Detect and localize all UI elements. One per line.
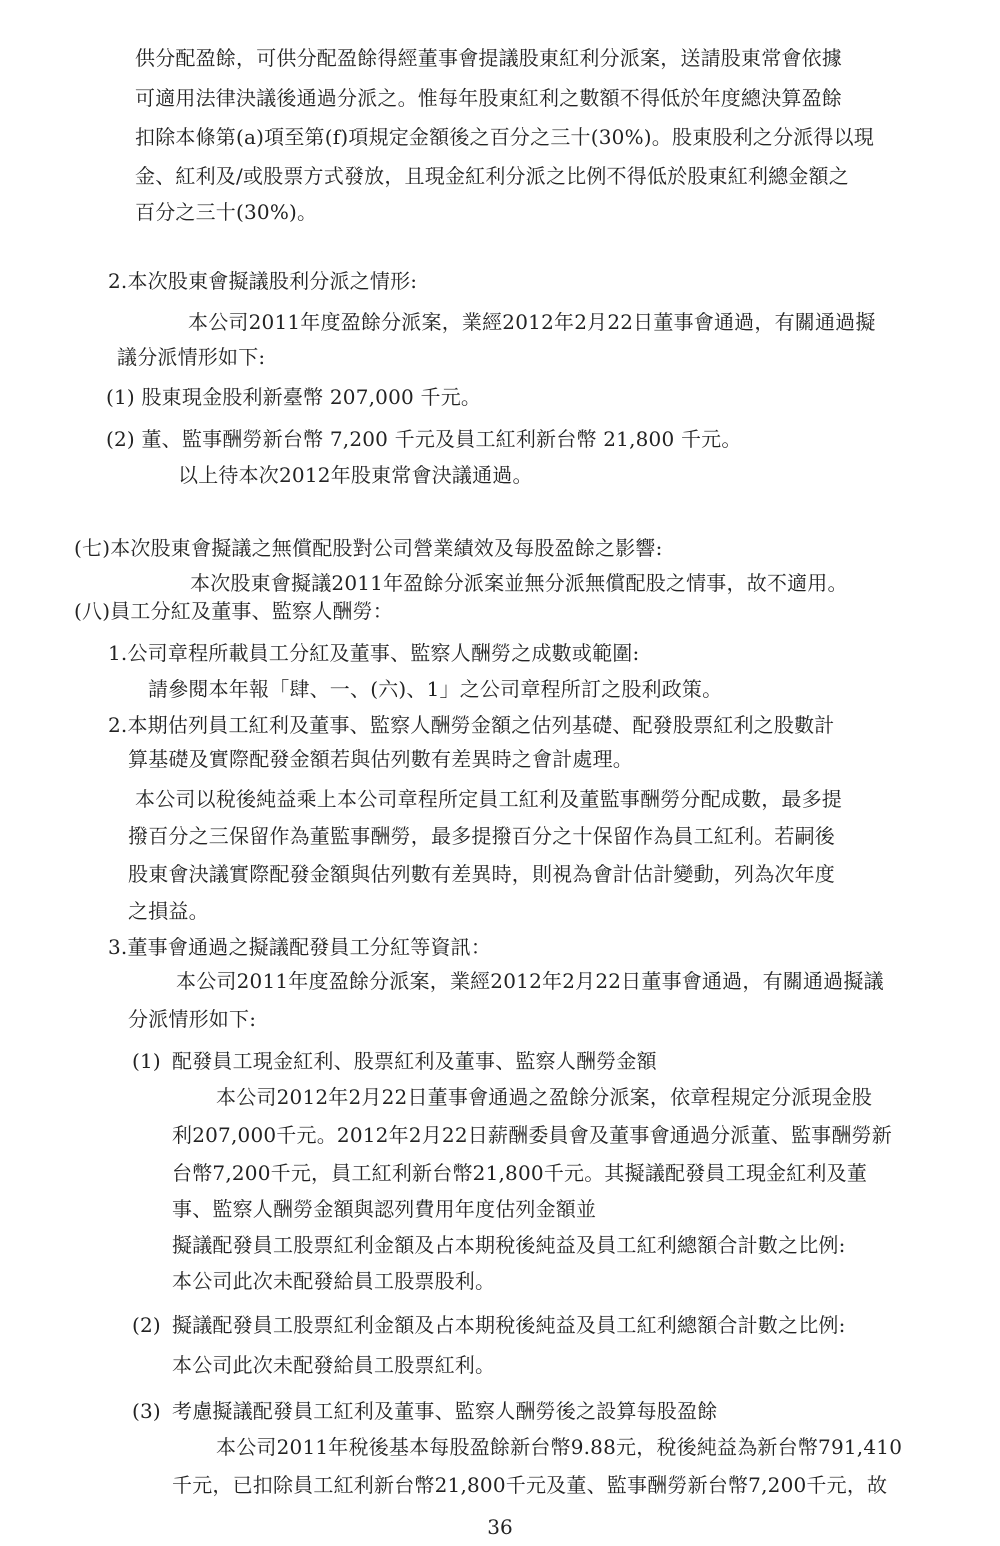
note-text: 以上待本次2012年股東常會決議通過。 (178, 463, 533, 487)
body-text-line: 股東會決議實際配發金額與估列數有差異時，則視為會計估計變動，列為次年度 (128, 862, 835, 886)
body-text-line: 千元，已扣除員工紅利新台幣21,800千元及董、監事酬勞新台幣7,200千元，故 (172, 1473, 888, 1497)
list-number: (3) (132, 1399, 161, 1423)
body-text-line: 供分配盈餘，可供分配盈餘得經董事會提議股東紅利分派案，送請股東常會依據 (135, 46, 842, 70)
item-heading: 1.公司章程所載員工分紅及董事、監察人酬勞之成數或範圍: (108, 641, 640, 665)
body-text-line: 本公司2011年稅後基本每股盈餘新台幣9.88元，稅後純益為新台幣791,410 (216, 1435, 903, 1459)
body-text-line: 本次股東會擬議2011年盈餘分派案並無分派無償配股之情事，故不適用。 (190, 571, 848, 595)
body-text-line: 擬議配發員工股票紅利金額及占本期稅後純益及員工紅利總額合計數之比例: (172, 1233, 846, 1257)
body-text-line: 本公司此次未配發給員工股票紅利。 (172, 1353, 496, 1377)
list-item: (2) 董、監事酬勞新台幣 7,200 千元及員工紅利新台幣 21,800 千元。 (106, 427, 742, 451)
body-text-line: 本公司2011年度盈餘分派案，業經2012年2月22日董事會通過，有關通過擬議 (176, 969, 884, 993)
body-text-line: 撥百分之三保留作為董監事酬勞，最多提撥百分之十保留作為員工紅利。若嗣後 (128, 824, 835, 848)
body-text-line: 百分之三十(30%)。 (135, 200, 318, 224)
body-text-line: 金、紅利及/或股票方式發放，且現金紅利分派之比例不得低於股東紅利總金額之 (135, 164, 849, 188)
item-heading: 2.本次股東會擬議股利分派之情形: (108, 269, 418, 293)
body-text-line: 請參閱本年報「肆、一、(六)、1」之公司章程所訂之股利政策。 (148, 677, 723, 701)
section-heading: (七)本次股東會擬議之無償配股對公司營業績效及每股盈餘之影響: (74, 536, 663, 560)
list-number: (2) (132, 1313, 161, 1337)
item-heading: 2.本期估列員工紅利及董事、監察人酬勞金額之估列基礎、配發股票紅利之股數計 (108, 713, 835, 737)
body-text-line: 事、監察人酬勞金額與認列費用年度估列金額並 (172, 1197, 597, 1221)
body-text-line: 分派情形如下: (128, 1007, 257, 1031)
body-text-line: 議分派情形如下: (117, 345, 266, 369)
section-heading: (八)員工分紅及董事、監察人酬勞： (74, 599, 394, 623)
body-text-line: 可適用法律決議後通過分派之。惟每年股東紅利之數額不得低於年度總決算盈餘 (135, 86, 842, 110)
body-text-line: 本公司此次未配發給員工股票股利。 (172, 1269, 496, 1293)
body-text-line: 本公司以稅後純益乘上本公司章程所定員工紅利及董監事酬勞分配成數，最多提 (135, 787, 842, 811)
list-item-title: 考慮擬議配發員工紅利及董事、監察人酬勞後之設算每股盈餘 (172, 1399, 718, 1423)
body-text-line: 之損益。 (128, 899, 209, 923)
body-text-line: 台幣7,200千元，員工紅利新台幣21,800千元。其擬議配發員工現金紅利及董 (172, 1161, 868, 1185)
item-heading: 3.董事會通過之擬議配發員工分紅等資訊： (108, 935, 492, 959)
list-item-title: 配發員工現金紅利、股票紅利及董事、監察人酬勞金額 (172, 1049, 657, 1073)
body-text-line: 扣除本條第(a)項至第(f)項規定金額後之百分之三十(30%)。股東股利之分派得以現 (135, 125, 874, 149)
item-heading: 算基礎及實際配發金額若與估列數有差異時之會計處理。 (128, 747, 633, 771)
body-text-line: 利207,000千元。2012年2月22日薪酬委員會及董事會通過分派董、監事酬勞新 (172, 1123, 892, 1147)
list-number: (1) (132, 1049, 161, 1073)
list-item-title: 擬議配發員工股票紅利金額及占本期稅後純益及員工紅利總額合計數之比例: (172, 1313, 846, 1337)
list-item: (1) 股東現金股利新臺幣 207,000 千元。 (106, 385, 482, 409)
body-text-line: 本公司2011年度盈餘分派案，業經2012年2月22日董事會通過，有關通過擬 (188, 310, 876, 334)
body-text-line: 本公司2012年2月22日董事會通過之盈餘分派案，依章程規定分派現金股 (216, 1085, 873, 1109)
page-number: 36 (487, 1515, 513, 1539)
